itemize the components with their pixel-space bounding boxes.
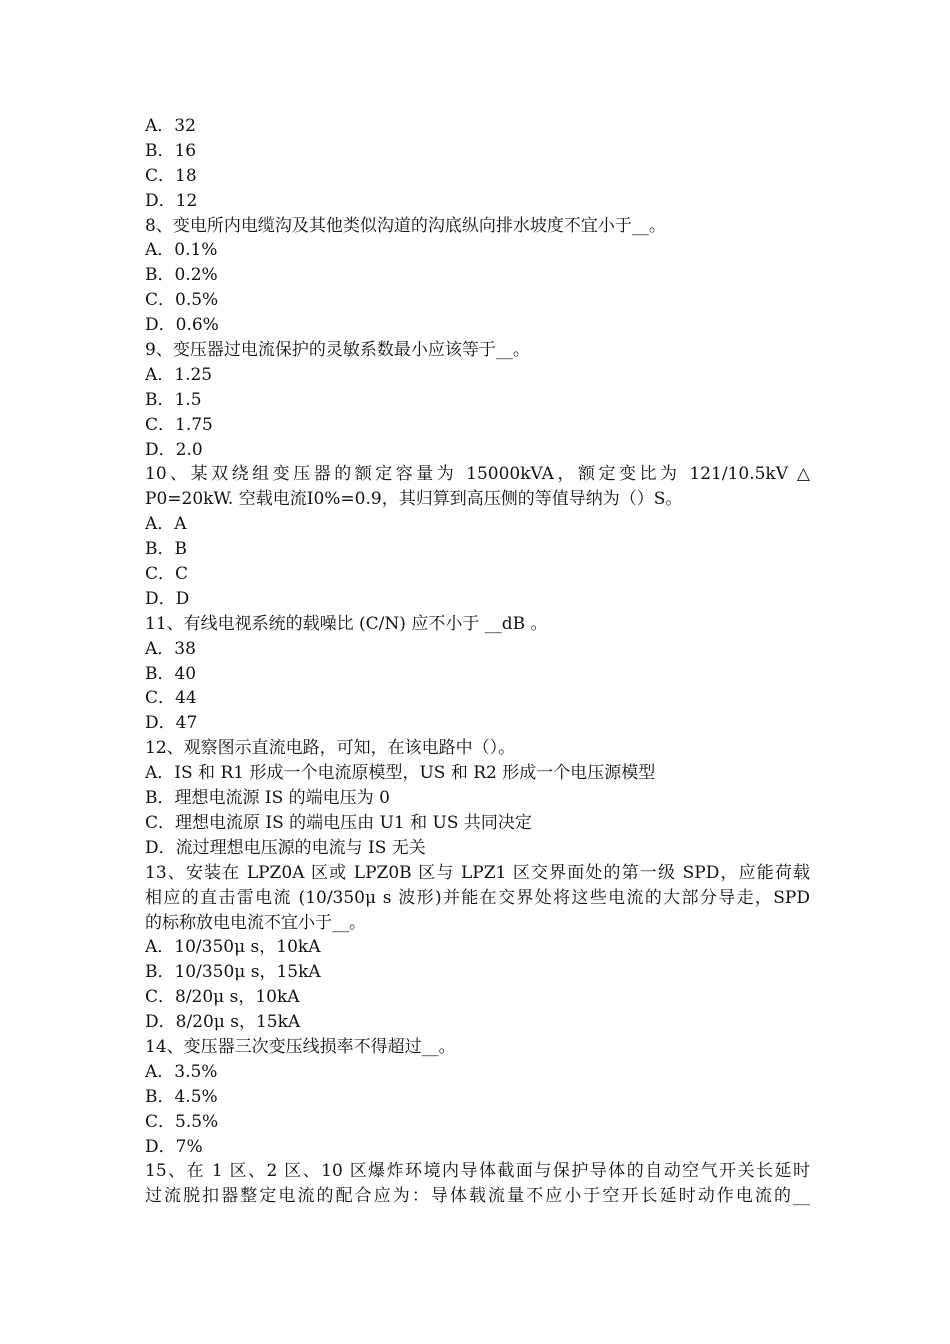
text-line: D．12: [145, 190, 198, 211]
text-line: B．B: [145, 539, 187, 560]
text-line: 15、在 1 区、2 区、10 区爆炸环境内导体截面与保护导体的自动空气开关长延时: [145, 1161, 810, 1182]
text-line: 10、某双绕组变压器的额定容量为 15000kVA，额定变比为 121/10.5kV △: [145, 464, 810, 485]
text-line: 8、变电所内电缆沟及其他类似沟道的沟底纵向排水坡度不宜小于__。: [145, 215, 666, 236]
text-line: 13、安装在 LPZ0A 区或 LPZ0B 区与 LPZ1 区交界面处的第一级 SPD，应能荷载: [145, 862, 810, 883]
text-line: C．44: [145, 688, 197, 709]
text-line: A．0.1%: [145, 240, 218, 261]
text-line: 的标称放电电流不宜小于__。: [145, 912, 366, 933]
text-line: 相应的直击雷电流 (10/350μ s 波形)并能在交界处将这些电流的大部分导走，SPD: [145, 887, 810, 908]
text-line: C．8/20μ s，10kA: [145, 987, 300, 1008]
text-line: B．4.5%: [145, 1086, 218, 1107]
text-line: A．38: [145, 638, 196, 659]
text-line: C．18: [145, 165, 197, 186]
document-page: [145, 114, 810, 1209]
text-line: D．8/20μ s，15kA: [145, 1012, 301, 1033]
text-line: D．流过理想电压源的电流与 IS 无关: [145, 837, 426, 858]
text-line: B．1.5: [145, 389, 202, 410]
text-line: P0=20kW. 空载电流I0%=0.9，其归算到高压侧的等值导纳为（）S。: [145, 489, 683, 510]
text-line: C．C: [145, 564, 189, 585]
text-line: 9、变压器过电流保护的灵敏系数最小应该等于__。: [145, 340, 530, 361]
text-line: B．0.2%: [145, 265, 218, 286]
text-line: C．0.5%: [145, 290, 219, 311]
text-line: B．理想电流源 IS 的端电压为 0: [145, 788, 390, 809]
text-line: B．10/350μ s，15kA: [145, 962, 321, 983]
text-line: A．10/350μ s，10kA: [145, 937, 321, 958]
text-line: C．1.75: [145, 414, 213, 435]
text-line: A．1.25: [145, 364, 213, 385]
text-line: B．16: [145, 140, 197, 161]
text-line: A．3.5%: [145, 1061, 218, 1082]
text-line: A．A: [145, 514, 187, 535]
text-line: 过流脱扣器整定电流的配合应为：导体载流量不应小于空开长延时动作电流的__: [145, 1186, 810, 1207]
text-line: D．47: [145, 713, 198, 734]
text-line: 14、变压器三次变压线损率不得超过__。: [145, 1036, 456, 1057]
text-line: 12、观察图示直流电路，可知，在该电路中（）。: [145, 738, 516, 759]
text-line: A．32: [145, 116, 196, 136]
text-line: A．IS 和 R1 形成一个电流原模型，US 和 R2 形成一个电压源模型: [145, 763, 656, 784]
text-line: 11、有线电视系统的载噪比 (C/N) 应不小于 __dB 。: [145, 613, 548, 634]
text-line: D．D: [145, 588, 190, 609]
text-line: B．40: [145, 663, 197, 684]
text-line: C．理想电流原 IS 的端电压由 U1 和 US 共同决定: [145, 812, 532, 833]
text-line: D．7%: [145, 1136, 203, 1157]
text-line: C．5.5%: [145, 1111, 219, 1132]
text-line: D．2.0: [145, 439, 203, 460]
text-line: D．0.6%: [145, 315, 219, 336]
